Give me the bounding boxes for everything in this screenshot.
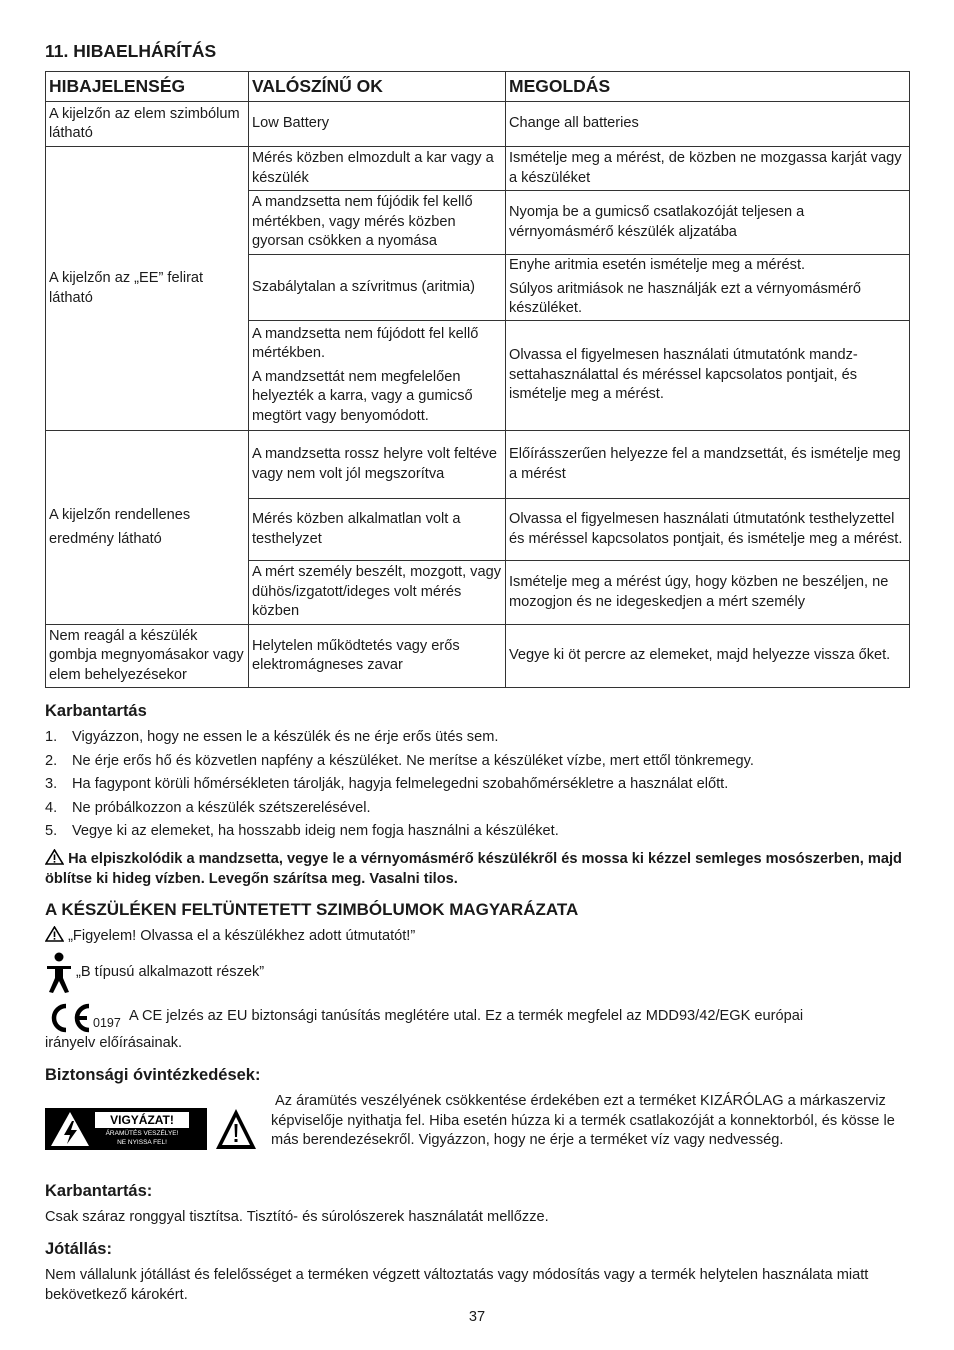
cause-paragraph: A mandzsetta nem fújódott fel kellő mértékben. [252, 325, 479, 362]
table-row [46, 102, 910, 147]
solution-cell [506, 255, 910, 321]
header-symptom: HIBAJELENSÉG [46, 72, 249, 102]
warning-triangle-icon [45, 849, 64, 865]
sign-title: VIGYÁZAT! [95, 1112, 189, 1128]
list-item: 1. Vigyázzon, hogy ne essen le a készülék és ne érje erős ütés sem. [45, 729, 499, 745]
solution-cell: Vegye ki öt percre az elemeket, majd helyezze vissza őket. [506, 625, 910, 688]
header-solution: MEGOLDÁS [506, 72, 910, 102]
list-item: 2. Ne érje erős hő és közvetlen napfény a készüléket. Ne merítse a készüléket vízbe, mert ettől tönkremegy. [45, 752, 754, 769]
solution-cell: Előírásszerűen helyezze fel a mandzsettát, és ismételje meg a mérést [506, 431, 910, 499]
cause-cell [249, 321, 506, 431]
cause-cell: A mandzsetta rossz helyre volt feltéve vagy nem volt jól megszorítva [249, 431, 506, 499]
table-row [46, 431, 910, 499]
type-b-text: „B típusú alkalmazott részek” [76, 964, 265, 980]
symptom-cell: Nem reagál a készülék gombja megnyomásakor vagy elem behelyezésekor [46, 625, 249, 688]
warranty-text: Nem vállalunk jótállást és felelősséget a terméken végzett változtatás vagy módosítás vagy a termék helytelen használata miatt bekövetkező károkért. [45, 1267, 869, 1303]
solution-cell: Nyomja be a gumicső csatlakozóját teljesen a vérnyomásmérő készülék aljzatába [506, 191, 910, 255]
warranty-title: Jótállás: [45, 1240, 112, 1258]
symptom-cell: A kijelzőn az „EE” felirat látható [46, 147, 249, 431]
cause-cell: Mérés közben alkalmatlan volt a testhelyzet [249, 499, 506, 561]
cause-paragraph: A mandzsettát nem megfelelően helyezték a karra, vagy a gumicső megtört vagy benyomódott. [252, 368, 473, 424]
cause-cell: A mért személy beszélt, mozgott, vagy dühös/izgatott/ideges volt mérés közben [249, 561, 506, 625]
solution-cell: Change all batteries [506, 102, 910, 147]
sign-subtext: ÁRAMÜTÉS VESZÉLYE! NE NYISSA FEL! [105, 1130, 179, 1146]
care-text: Csak száraz ronggyal tisztítsa. Tisztító- és súrolószerek használatát mellőzze. [45, 1209, 549, 1225]
safety-text: Az áramütés veszélyének csökkentése érdekében ezt a terméket KIZÁRÓLAG a márkaszerviz képviselője nyithatja fel. Hiba esetén húzza ki a termék csatlakozóját a konnektorból, és kösse le más berendezésekről. Vigyázzon, hogy ne érje a terméket víz vagy nedvesség. [271, 1093, 895, 1148]
symptom-line: A kijelzőn rendellenes [49, 507, 191, 523]
solution-cell: Olvassa el figyelmesen használati útmutatónk testhelyzettel és méréssel kapcsolatos pontjait, és ismételje meg a mérést. [506, 499, 910, 561]
attention-text: „Figyelem! Olvassa el a készülékhez adott útmutatót!” [68, 928, 416, 944]
cause-cell: Mérés közben elmozdult a kar vagy a készülék [249, 147, 506, 191]
warning-sign [45, 1108, 207, 1150]
symptom-cell: A kijelzőn az elem szimbólum látható [46, 102, 249, 147]
safety-title: Biztonsági óvintézkedések: [45, 1066, 261, 1084]
list-item: 5. Vegye ki az elemeket, ha hosszabb ideig nem fogja használni a készüléket. [45, 823, 559, 839]
page-number: 37 [468, 1309, 486, 1325]
table-header-row [46, 72, 910, 102]
list-item: 3. Ha fagypont körüli hőmérsékleten tárolják, hagyja felmelegedni szobahőmérsékletre a használat előtt. [45, 776, 729, 792]
list-item: 4. Ne próbálkozzon a készülék szétszerelésével. [45, 799, 371, 816]
troubleshooting-table [45, 71, 910, 688]
symptom-cell [46, 431, 249, 625]
table-row [46, 147, 910, 191]
person-icon [45, 952, 73, 994]
warning-triangle-icon [45, 926, 64, 942]
solution-cell: Ismételje meg a mérést, de közben ne mozgassa karját vagy a készüléket [506, 147, 910, 191]
symptom-line: eredmény látható [49, 530, 162, 547]
maintenance-list [45, 726, 754, 844]
care-title: Karbantartás: [45, 1182, 153, 1200]
cause-cell: Low Battery [249, 102, 506, 147]
ce-mark-icon [47, 1003, 93, 1033]
symbol-ce-row [45, 1003, 909, 1053]
maintenance-title: Karbantartás [45, 702, 147, 720]
cause-cell: Helytelen működtetés vagy erős elektromágneses zavar [249, 625, 506, 688]
ce-text-continued: irányelv előírásainak. [45, 1035, 183, 1051]
symbol-attention-row [45, 926, 415, 946]
table-row [46, 625, 910, 688]
cause-cell: Szabálytalan a szívritmus (aritmia) [249, 255, 506, 321]
lightning-triangle-icon [49, 1110, 91, 1148]
symbols-title: A KÉSZÜLÉKEN FELTÜNTETETT SZIMBÓLUMOK MAGYARÁZATA [45, 900, 579, 919]
solution-cell: Olvassa el figyelmesen használati útmutatónk mandz-settahasználattal és méréssel kapcsolatos pontjait, és ismételje meg a mérést. [506, 321, 910, 431]
cuff-warning [45, 849, 909, 889]
section-title: 11. HIBAELHÁRÍTÁS [45, 41, 217, 61]
exclamation-triangle-icon [214, 1107, 258, 1151]
ce-number: 0197 [93, 1016, 121, 1030]
warning-text: Ha elpiszkolódik a mandzsetta, vegye le a vérnyomásmérő készülékről és mossa ki kézzel semleges mosószerben, majd öblítse ki hideg vízben. Levegőn szárítsa meg. Vasalni tilos. [45, 851, 902, 887]
header-cause: VALÓSZÍNŰ OK [249, 72, 506, 102]
solution-cell: Ismételje meg a mérést úgy, hogy közben ne beszéljen, ne mozogjon és ne idegeskedjen a mért személy [506, 561, 910, 625]
cause-cell: A mandzsetta nem fújódik fel kellő mértékben, vagy mérés közben gyorsan csökken a nyomása [249, 191, 506, 255]
solution-paragraph: Enyhe aritmia esetén ismételje meg a mérést. [509, 257, 806, 274]
ce-text: A CE jelzés az EU biztonsági tanúsítás meglétére utal. Ez a termék megfelel az MDD93/42/EGK európai [129, 1008, 804, 1024]
solution-paragraph: Súlyos aritmiások ne használják ezt a vérnyomásmérő készüléket. [509, 280, 862, 317]
